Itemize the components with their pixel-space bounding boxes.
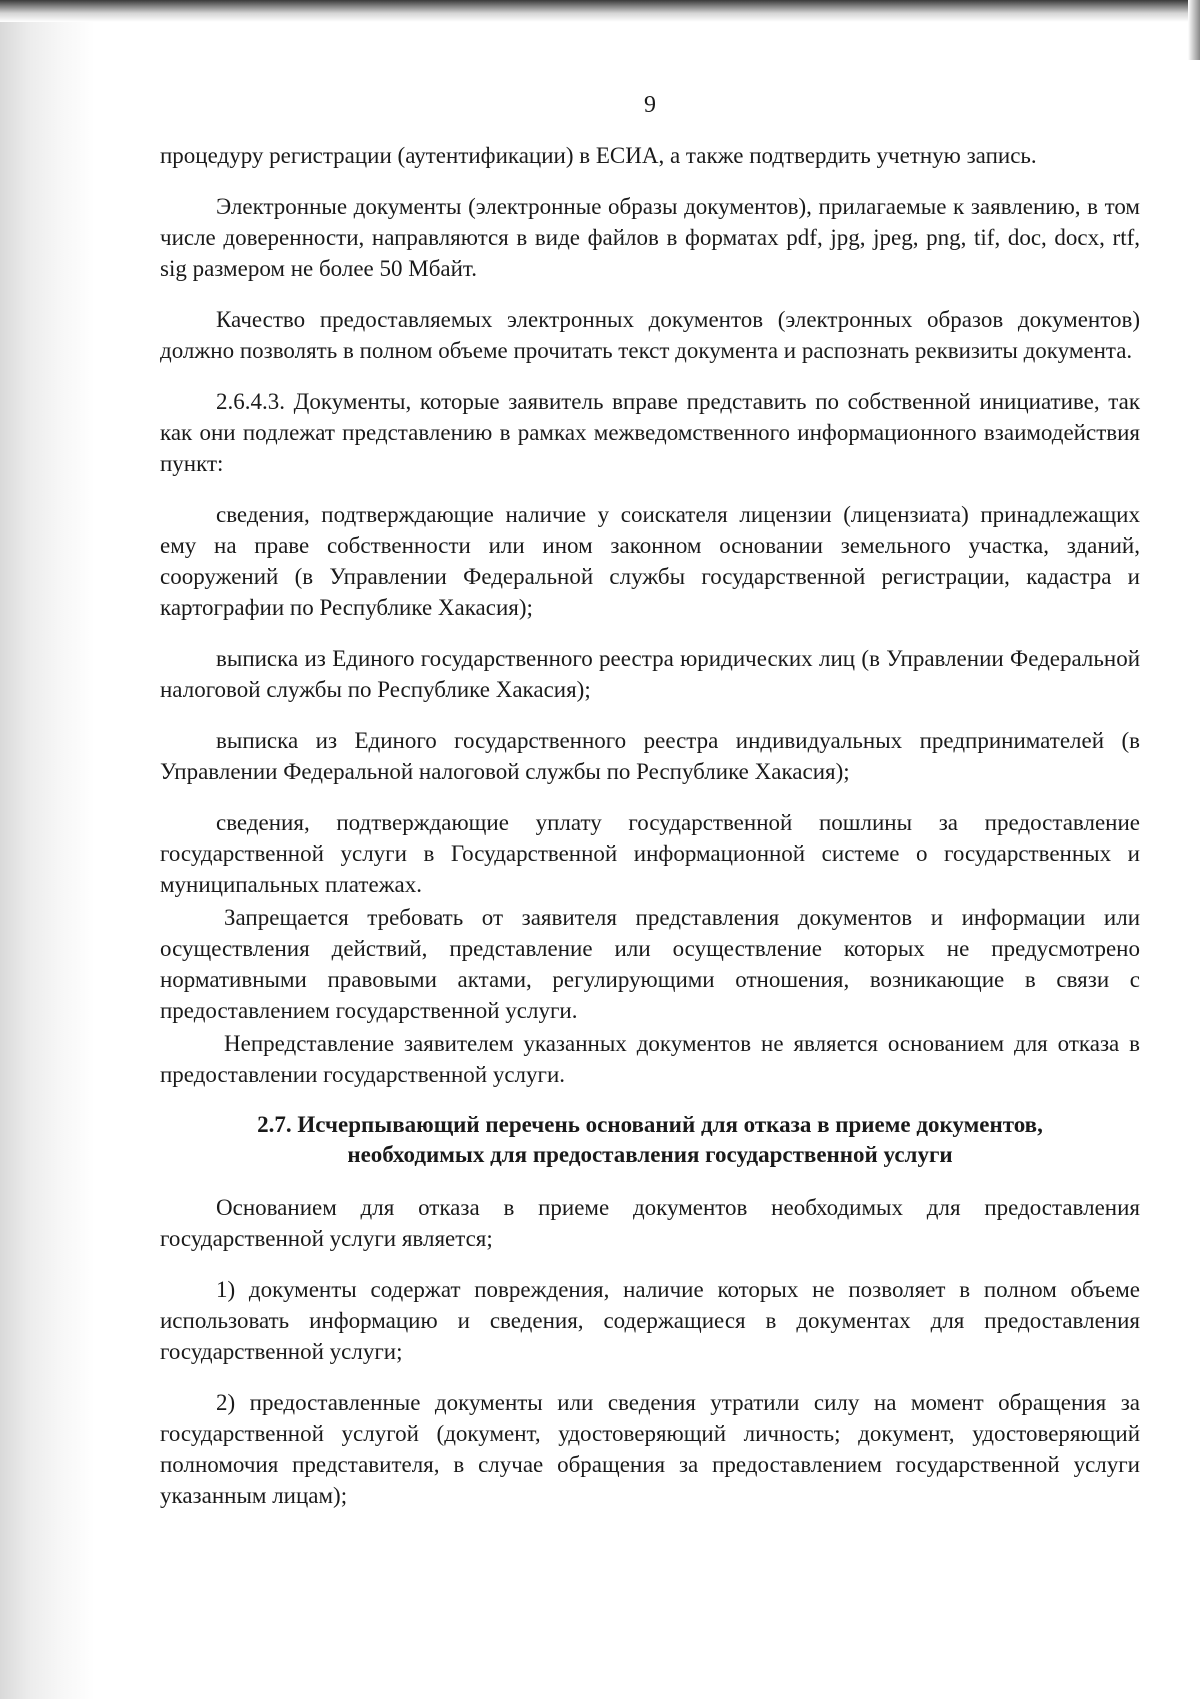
paragraph-non-submission: Непредставление заявителем указанных документов не является основанием для отказа в предоставлении государственной услуги. — [160, 1031, 1140, 1087]
paragraph-quality: Качество предоставляемых электронных документов (электронных образов документов) должно позволять в полном объеме прочитать текст документа и распознать реквизиты документа. — [160, 307, 1140, 363]
list-item-entrepreneurs: выписка из Единого государственного реестра индивидуальных предпринимателей (в Управлении Федеральной налоговой службы по Республике Хакасия); — [160, 728, 1140, 784]
paragraph-continuation: процедуру регистрации (аутентификации) в ЕСИА, а также подтвердить учетную запись. — [160, 143, 1037, 168]
list-item-2-expired: 2) предоставленные документы или сведения утратили силу на момент обращения за государственной услугой (документ, удостоверяющий личность; документ, удостоверяющий полномочия представителя, в случае обращения за предоставлением государственной услуги указанным лицам); — [160, 1390, 1140, 1508]
paragraph-prohibition: Запрещается требовать от заявителя представления документов и информации или осуществления действий, представление или осуществление которых не предусмотрено нормативными правовыми актами, регулирующими отношения, возникающие в связи с предоставлением государственной услуги. — [160, 905, 1140, 1023]
section-heading-2-7 — [160, 1110, 1140, 1170]
document-page — [160, 0, 1140, 1699]
section-heading-line1: 2.7. Исчерпывающий перечень оснований для отказа в приеме документов, — [257, 1112, 1043, 1137]
scan-shadow-left — [0, 0, 95, 1699]
paragraph-2-6-4-3: 2.6.4.3. Документы, которые заявитель вправе представить по собственной инициативе, так как они подлежат представлению в рамках межведомственного информационного взаимодействия пункт: — [160, 389, 1140, 476]
document-body — [160, 140, 1140, 1531]
list-item-property-info: сведения, подтверждающие наличие у соискателя лицензии (лицензиата) принадлежащих ему на праве собственности или ином законном основании земельного участка, зданий, сооружений (в Управлении Федеральной службы государственной регистрации, кадастра и картографии по Республике Хакасия); — [160, 502, 1140, 620]
paragraph-refusal-basis: Основанием для отказа в приеме документов необходимых для предоставления государственной услуги является; — [160, 1195, 1140, 1251]
list-item-legal-entities: выписка из Единого государственного реестра юридических лиц (в Управлении Федеральной налоговой службы по Республике Хакасия); — [160, 646, 1140, 702]
section-heading-line2: необходимых для предоставления государственной услуги — [347, 1142, 953, 1167]
list-item-fee-payment: сведения, подтверждающие уплату государственной пошлины за предоставление государственной услуги в Государственной информационной системе о государственных и муниципальных платежах. — [160, 810, 1140, 897]
page-number: 9 — [644, 92, 656, 118]
paragraph-electronic-docs: Электронные документы (электронные образы документов), прилагаемые к заявлению, в том числе доверенности, направляются в виде файлов в форматах pdf, jpg, jpeg, png, tif, doc, docx, rtf, sig размером не более 50 Мбайт. — [160, 194, 1140, 281]
list-item-1-damaged: 1) документы содержат повреждения, наличие которых не позволяет в полном объеме использовать информацию и сведения, содержащиеся в документах для предоставления государственной услуги; — [160, 1277, 1140, 1364]
scan-shadow-right — [1188, 0, 1200, 60]
